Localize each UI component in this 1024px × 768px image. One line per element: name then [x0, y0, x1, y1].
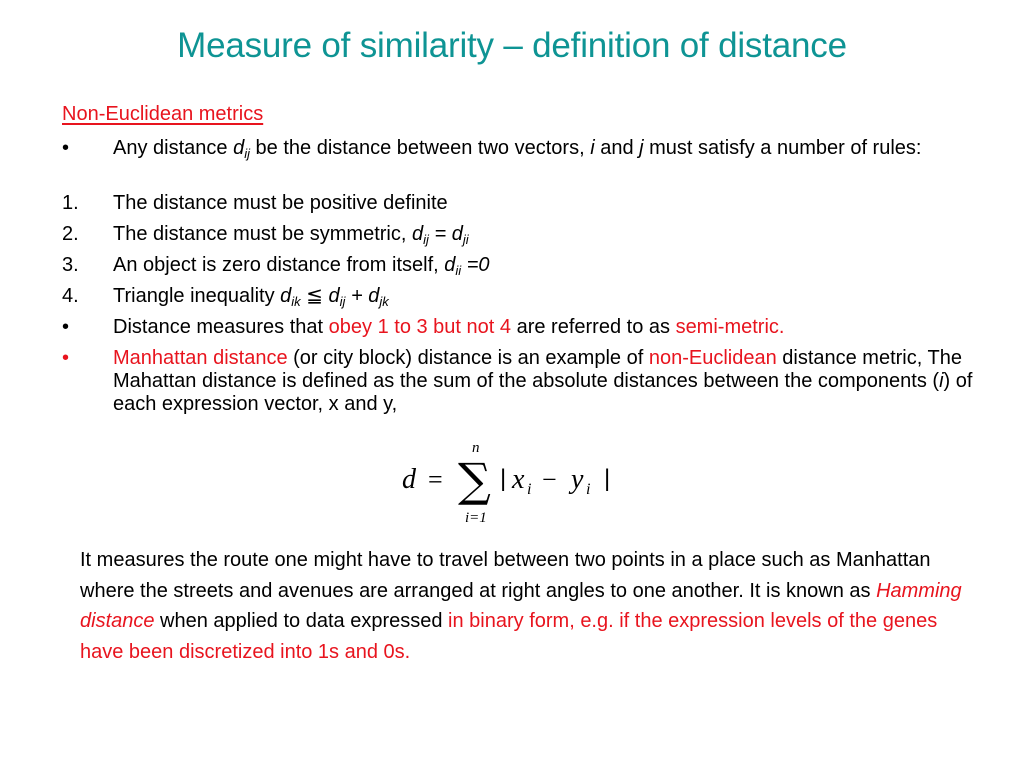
subheading-non-euclidean: Non-Euclidean metrics [62, 103, 264, 125]
rule-text: An object is zero distance from itself, $d_{ii} =0$ [113, 254, 490, 278]
formula-lower-limit: i=1 [465, 510, 487, 526]
formula-y-sub: i [586, 481, 591, 498]
formula-x-sub: i [527, 481, 532, 498]
bullet-marker: • [62, 316, 70, 338]
rule-text: The distance must be positive definite [113, 192, 448, 214]
formula-minus: − [542, 465, 557, 494]
rule-number: 3. [62, 254, 79, 276]
sigma-icon: ∑ [458, 453, 491, 507]
list-item-text: Any distance $d_{ij}$ be the distance between two vectors, i and j must satisfy a number of rules: [113, 137, 922, 161]
formula-lhs: d [402, 464, 416, 495]
formula-abs-open: | [500, 465, 507, 492]
bullet-marker: • [62, 137, 70, 159]
rule-number: 1. [62, 192, 79, 214]
rule-number: 2. [62, 223, 79, 245]
formula-equals: = [428, 465, 443, 494]
rule-number: 4. [62, 285, 79, 307]
formula-x: x [512, 464, 525, 495]
formula-upper-limit: n [472, 440, 480, 456]
list-item-text: Manhattan distance (or city block) distance is an example of non-Euclidean distance metric, The Mahattan distance is defined as the sum of the absolute distances between the components (i) of each expression vector, x and y, [113, 347, 973, 415]
formula-y: y [571, 464, 584, 495]
manhattan-explanation-paragraph: It measures the route one might have to travel between two points in a place such as Manhattan where the streets and avenues are arranged at right angles to one another. It is known as Hamming distance when applied to data expressed in binary form, e.g. if the expression levels of the genes have been discretized into 1s and 0s. [80, 549, 962, 663]
manhattan-formula [398, 438, 628, 528]
slide-title: Measure of similarity – definition of distance [177, 26, 847, 65]
formula-abs-close: | [604, 465, 611, 492]
list-item-text: Distance measures that obey 1 to 3 but not 4 are referred to as semi-metric. [113, 316, 785, 338]
rule-text: Triangle inequality $d_{ik}$ ≦ $d_{ij} + d_{jk}$ [113, 285, 389, 309]
rule-text: The distance must be symmetric, $d_{ij} = d_{ji}$ [113, 223, 469, 247]
bullet-marker: • [62, 347, 70, 369]
hamming-distance-term: Hamming distance [80, 579, 962, 632]
